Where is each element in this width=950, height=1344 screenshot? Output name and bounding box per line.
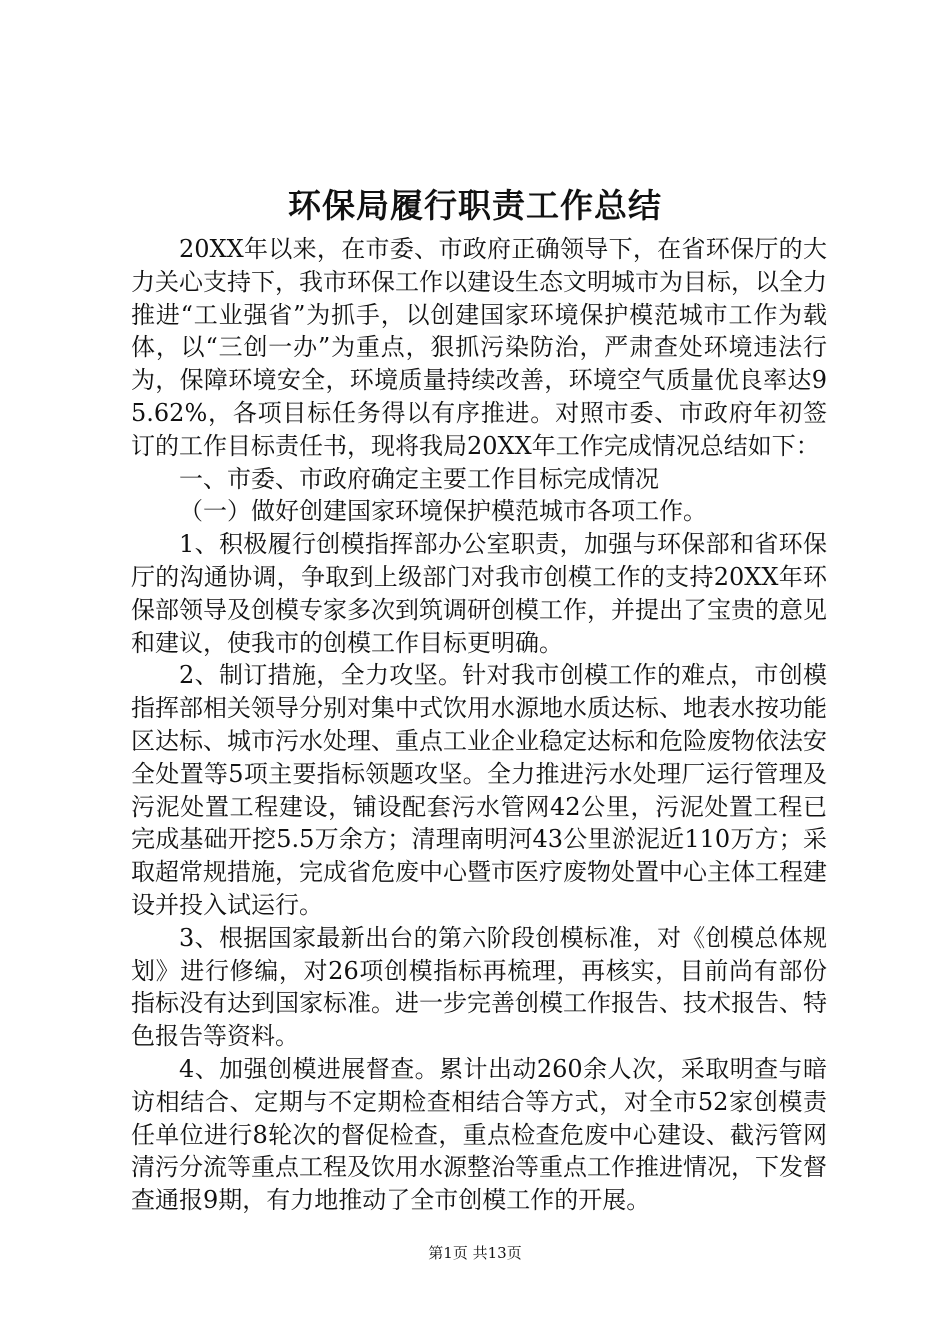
document-body xyxy=(131,233,827,1217)
paragraph-item-4: 4、加强创模进展督查。累计出动260余人次，采取明查与暗访相结合、定期与不定期检查相结合等方式，对全市52家创模责任单位进行8轮次的督促检查，重点检查危废中心建设、截污管网清污分流等重点工程及饮用水源整治等重点工作推进情况，下发督查通报9期，有力地推动了全市创模工作的开展。 xyxy=(131,1054,827,1215)
subsection-heading: （一）做好创建国家环境保护模范城市各项工作。 xyxy=(179,497,707,526)
page-number-footer: 第1页 共13页 xyxy=(428,1244,522,1262)
paragraph-item-3: 3、根据国家最新出台的第六阶段创模标准，对《创模总体规划》进行修编，对26项创模指标再梳理，再核实，目前尚有部份指标没有达到国家标准。进一步完善创模工作报告、技术报告、特色报告等资料。 xyxy=(131,923,827,1051)
section-heading: 一、市委、市政府确定主要工作目标完成情况 xyxy=(179,464,659,493)
paragraph-item-2: 2、制订措施，全力攻坚。针对我市创模工作的难点，市创模指挥部相关领导分别对集中式饮用水源地水质达标、地表水按功能区达标、城市污水处理、重点工业企业稳定达标和危险废物依法安全处置等5项主要指标领题攻坚。全力推进污水处理厂运行管理及污泥处置工程建设，铺设配套污水管网42公里，污泥处置工程已完成基础开挖5.5万余方；清理南明河43公里淤泥近110万方；采取超常规措施，完成省危废中心暨市医疗废物处置中心主体工程建设并投入试运行。 xyxy=(131,661,827,919)
document-title: 环保局履行职责工作总结 xyxy=(288,186,662,225)
paragraph-intro: 20XX年以来，在市委、市政府正确领导下，在省环保厅的大力关心支持下，我市环保工作以建设生态文明城市为目标，以全力推进“工业强省”为抓手，以创建国家环境保护模范城市工作为载体，以“三创一办”为重点，狠抓污染防治，严肃查处环境违法行为，保障环境安全，环境质量持续改善，环境空气质量优良率达95.62%，各项目标任务得以有序推进。对照市委、市政府年初签订的工作目标责任书，现将我局20XX年工作完成情况总结如下： xyxy=(131,235,827,460)
paragraph-item-1: 1、积极履行创模指挥部办公室职责，加强与环保部和省环保厅的沟通协调，争取到上级部门对我市创模工作的支持20XX年环保部领导及创模专家多次到筑调研创模工作，并提出了宝贵的意见和建议，使我市的创模工作目标更明确。 xyxy=(131,530,827,657)
